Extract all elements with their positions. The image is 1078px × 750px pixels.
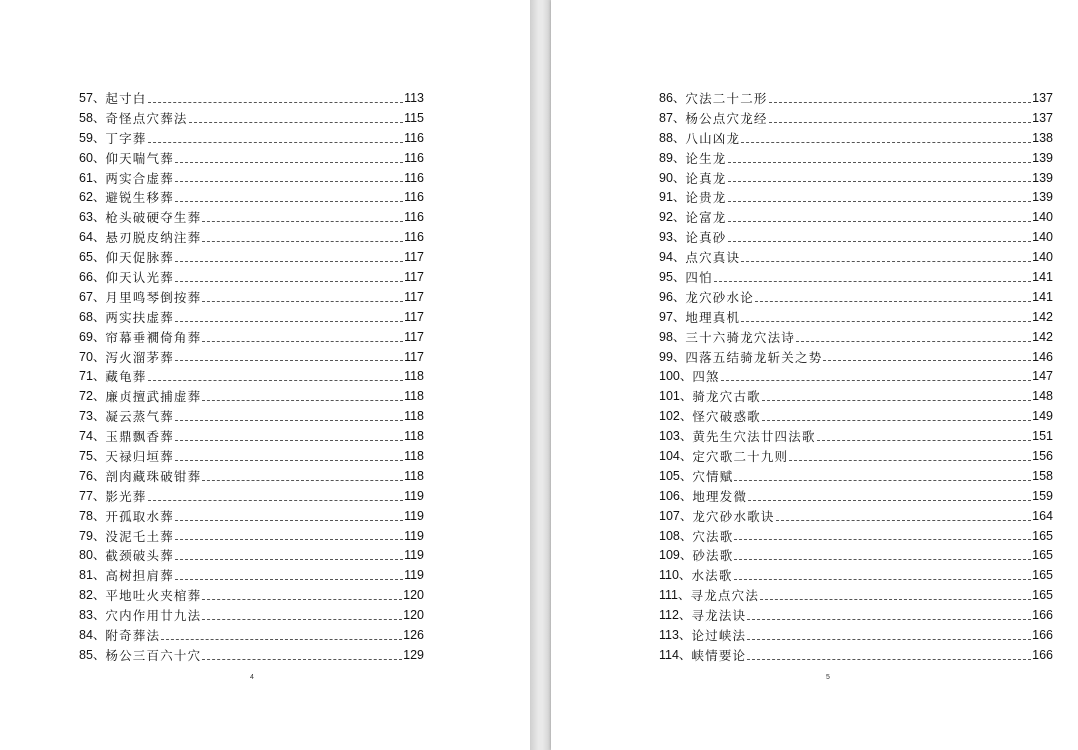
toc-entry-title: 仰天促脉葬 [105, 250, 174, 266]
toc-entry-title: 奇怪点穴葬法 [105, 110, 188, 126]
toc-entry-title: 寻龙法诀 [691, 608, 747, 624]
toc-entry-page: 116 [404, 190, 424, 205]
toc-dot-leader [734, 578, 1032, 580]
document-page-left [0, 0, 530, 750]
toc-entry-page: 137 [1032, 110, 1053, 125]
toc-entry [79, 208, 424, 228]
toc-entry [79, 348, 424, 368]
toc-entry-title: 丁字葬 [105, 130, 147, 146]
toc-entry-page: 139 [1032, 170, 1053, 185]
toc-entry-page: 119 [404, 568, 424, 583]
toc-dot-leader [760, 598, 1031, 600]
toc-entry-number: 77、 [79, 488, 106, 503]
toc-dot-leader [769, 101, 1032, 103]
toc-entry [79, 248, 424, 268]
toc-entry [659, 467, 1053, 487]
toc-entry-title: 藏龟葬 [105, 369, 147, 385]
toc-entry-title: 地理真机 [685, 309, 741, 325]
toc-entry-title: 玉鼎飘香葬 [105, 429, 174, 445]
toc-entry [659, 427, 1053, 447]
toc-entry-title: 起寸白 [105, 90, 147, 106]
toc-entry [79, 367, 424, 387]
toc-dot-leader [734, 558, 1031, 560]
toc-entry-page: 148 [1032, 389, 1053, 404]
toc-entry-page: 117 [404, 270, 424, 284]
toc-entry-title: 避锐生移葬 [105, 190, 174, 206]
toc-entry-number: 96、 [659, 289, 686, 304]
toc-entry-page: 137 [1032, 90, 1053, 105]
toc-entry-title: 龙穴砂水论 [685, 289, 754, 305]
toc-entry-title: 峡情要论 [691, 647, 747, 663]
toc-entry-number: 60、 [79, 150, 106, 165]
toc-entry-number: 73、 [79, 409, 106, 424]
toc-dot-leader [741, 141, 1031, 143]
toc-entry [659, 348, 1053, 368]
toc-dot-leader [175, 320, 403, 322]
toc-entry-page: 117 [404, 329, 424, 344]
toc-dot-leader [769, 121, 1032, 123]
toc-entry-title: 杨公点穴龙经 [685, 110, 768, 126]
toc-entry [659, 566, 1053, 586]
toc-dot-leader [728, 220, 1032, 222]
toc-entry-number: 58、 [79, 110, 106, 125]
toc-entry-page: 159 [1032, 488, 1053, 503]
toc-entry [659, 328, 1053, 348]
toc-dot-leader [748, 499, 1031, 501]
toc-entry-page: 126 [403, 628, 424, 643]
toc-entry-page: 141 [1032, 289, 1053, 304]
toc-entry [79, 606, 424, 626]
toc-entry [659, 507, 1053, 527]
toc-entry-page: 118 [404, 429, 424, 444]
toc-entry [79, 228, 424, 248]
toc-entry-title: 论贵龙 [685, 190, 727, 206]
toc-entry [659, 546, 1053, 566]
toc-entry-title: 论真砂 [685, 230, 727, 246]
toc-dot-leader [175, 280, 403, 282]
toc-entry-title: 开孤取水葬 [105, 508, 174, 524]
toc-entry [659, 228, 1053, 248]
toc-entry-number: 71、 [79, 369, 106, 384]
toc-entry-title: 两实合虚葬 [105, 170, 174, 186]
toc-entry [659, 109, 1053, 129]
toc-entry-number: 106、 [659, 488, 693, 503]
toc-entry-title: 截颈破头葬 [105, 548, 174, 564]
toc-entry [79, 288, 424, 308]
toc-entry-number: 63、 [79, 210, 106, 225]
toc-entry [659, 387, 1053, 407]
toc-entry-title: 三十六骑龙穴法诗 [685, 329, 796, 345]
toc-dot-leader [175, 459, 403, 461]
toc-entry-title: 穴内作用廿九法 [105, 608, 202, 624]
toc-entry-number: 87、 [659, 110, 686, 125]
toc-entry-number: 76、 [79, 468, 106, 483]
toc-entry-number: 81、 [79, 568, 106, 583]
toc-entry [659, 188, 1053, 208]
toc-entry [79, 407, 424, 427]
toc-dot-leader [728, 200, 1032, 202]
toc-entry-title: 论真龙 [685, 170, 727, 186]
toc-entry-title: 天禄归垣葬 [105, 449, 174, 465]
toc-entry-page: 165 [1032, 588, 1053, 603]
toc-entry-title: 骑龙穴古歌 [692, 389, 761, 405]
toc-dot-leader [148, 379, 404, 381]
toc-entry-page: 117 [404, 309, 424, 324]
toc-entry-number: 75、 [79, 449, 106, 464]
toc-entry-page: 117 [404, 349, 424, 364]
toc-dot-leader [789, 459, 1031, 461]
toc-entry-number: 95、 [659, 270, 686, 284]
toc-entry-title: 四怕 [685, 270, 713, 285]
toc-dot-leader [202, 340, 403, 342]
toc-entry [659, 268, 1053, 288]
toc-entry-title: 四落五结骑龙斩关之势 [685, 349, 823, 365]
toc-entry-title: 穴法歌 [692, 528, 734, 544]
toc-entry [659, 586, 1053, 606]
toc-entry [659, 89, 1053, 109]
toc-entry-number: 105、 [659, 468, 693, 483]
toc-entry [79, 328, 424, 348]
toc-entry-title: 枪头破硬夺生葬 [105, 210, 202, 226]
toc-entry-number: 92、 [659, 210, 686, 225]
toc-entry-number: 80、 [79, 548, 106, 563]
toc-entry-title: 帘幕垂襉倚角葬 [105, 329, 202, 345]
toc-entry-title: 四煞 [692, 369, 720, 385]
toc-dot-leader [189, 121, 403, 123]
toc-dot-leader [747, 638, 1031, 640]
toc-entry [659, 208, 1053, 228]
toc-dot-leader [175, 359, 403, 361]
toc-entry-number: 69、 [79, 329, 106, 344]
toc-entry-number: 84、 [79, 628, 106, 643]
toc-entry-title: 凝云蒸气葬 [105, 409, 174, 425]
toc-dot-leader [747, 618, 1031, 620]
toc-entry [659, 527, 1053, 547]
toc-dot-leader [175, 200, 403, 202]
toc-dot-leader [202, 300, 403, 302]
toc-entry-page: 118 [404, 468, 424, 483]
toc-entry [79, 447, 424, 467]
toc-entry [659, 626, 1053, 646]
toc-entry-number: 59、 [79, 130, 106, 145]
toc-entry [659, 308, 1053, 328]
toc-entry-number: 62、 [79, 190, 106, 205]
toc-entry [79, 546, 424, 566]
toc-entry-page: 140 [1032, 210, 1053, 225]
toc-entry [659, 129, 1053, 149]
toc-dot-leader [175, 260, 403, 262]
toc-entry-number: 66、 [79, 270, 106, 284]
toc-entry-title: 论生龙 [685, 150, 727, 166]
toc-entry-number: 67、 [79, 289, 106, 304]
toc-dot-leader [714, 280, 1031, 282]
toc-entry [659, 447, 1053, 467]
toc-entry-number: 65、 [79, 250, 106, 265]
toc-entry [659, 288, 1053, 308]
toc-entry-title: 定穴歌二十九则 [692, 449, 789, 465]
page-number-left: 4 [250, 674, 254, 681]
toc-entry [79, 467, 424, 487]
toc-entry-number: 113、 [659, 628, 692, 643]
toc-entry-page: 119 [404, 488, 424, 503]
toc-entry-title: 月里鸣琴倒按葬 [105, 289, 202, 305]
toc-dot-leader [175, 161, 403, 163]
toc-entry-title: 穴情赋 [692, 468, 734, 484]
toc-dot-leader [175, 538, 403, 540]
document-page-right [551, 0, 1078, 750]
toc-entry-title: 地理发微 [692, 488, 748, 504]
toc-entry-number: 83、 [79, 608, 106, 623]
toc-entry-number: 91、 [659, 190, 686, 205]
toc-entry-number: 101、 [659, 389, 693, 404]
toc-entry-title: 黄先生穴法廿四法歌 [692, 429, 816, 445]
toc-entry-number: 64、 [79, 230, 106, 245]
toc-entry [659, 367, 1053, 387]
toc-entry-title: 点穴真诀 [685, 250, 741, 266]
toc-entry-page: 146 [1032, 349, 1053, 364]
toc-entry-page: 139 [1032, 190, 1053, 205]
toc-entry [79, 109, 424, 129]
toc-entry [659, 407, 1053, 427]
toc-entry-page: 165 [1032, 528, 1053, 543]
toc-entry-number: 107、 [659, 508, 693, 523]
toc-entry [79, 308, 424, 328]
toc-dot-leader [175, 180, 403, 182]
toc-dot-leader [823, 359, 1031, 361]
toc-entry-number: 109、 [659, 548, 693, 563]
toc-entry-page: 140 [1032, 250, 1053, 265]
toc-entry-number: 57、 [79, 90, 106, 105]
toc-entry-number: 108、 [659, 528, 693, 543]
toc-entry-title: 龙穴砂水歌诀 [692, 508, 775, 524]
toc-entry-page: 119 [404, 548, 424, 563]
toc-entry [79, 387, 424, 407]
toc-entry-title: 杨公三百六十穴 [105, 647, 202, 663]
toc-entry-page: 117 [404, 250, 424, 265]
toc-entry [659, 646, 1053, 666]
toc-entry-title: 悬刃脱皮纳注葬 [105, 230, 202, 246]
toc-entry-page: 139 [1032, 150, 1053, 165]
toc-dot-leader [741, 320, 1031, 322]
toc-entry-page: 164 [1032, 508, 1053, 523]
toc-entry-page: 140 [1032, 230, 1053, 245]
toc-entry-number: 85、 [79, 647, 106, 662]
toc-dot-leader [728, 161, 1032, 163]
toc-entry-page: 138 [1032, 130, 1053, 145]
toc-entry [659, 248, 1053, 268]
toc-dot-leader [755, 300, 1031, 302]
toc-entry [79, 527, 424, 547]
toc-entry-page: 156 [1032, 449, 1053, 464]
toc-entry-page: 120 [403, 608, 424, 623]
toc-entry-number: 78、 [79, 508, 106, 523]
toc-entry-number: 90、 [659, 170, 686, 185]
toc-entry-title: 平地吐火夹棺葬 [105, 588, 202, 604]
toc-entry-page: 158 [1032, 468, 1053, 483]
toc-entry-number: 111、 [659, 588, 691, 603]
toc-dot-leader [734, 538, 1031, 540]
toc-entry-page: 116 [404, 230, 424, 245]
toc-entry [79, 427, 424, 447]
toc-entry-page: 166 [1032, 628, 1053, 643]
toc-entry [79, 566, 424, 586]
toc-entry-page: 119 [404, 508, 424, 523]
toc-entry-number: 103、 [659, 429, 693, 444]
toc-entry [79, 268, 424, 288]
toc-entry-page: 119 [404, 528, 424, 543]
toc-entry [659, 169, 1053, 189]
toc-dot-leader [202, 399, 403, 401]
page-number-right: 5 [826, 674, 830, 681]
toc-dot-leader [202, 240, 403, 242]
toc-entry-page: 116 [404, 150, 424, 165]
toc-entry [659, 149, 1053, 169]
toc-entry [79, 586, 424, 606]
toc-entry-number: 82、 [79, 588, 106, 603]
toc-dot-leader [741, 260, 1031, 262]
toc-entry [659, 606, 1053, 626]
toc-entry [79, 169, 424, 189]
toc-dot-leader [728, 180, 1032, 182]
toc-entry [79, 487, 424, 507]
toc-dot-leader [148, 141, 404, 143]
toc-entry-page: 117 [404, 289, 424, 304]
toc-entry-title: 怪穴破惑歌 [692, 409, 761, 425]
toc-entry-title: 影光葬 [105, 488, 147, 504]
toc-entry [79, 149, 424, 169]
toc-entry-page: 141 [1032, 270, 1053, 284]
toc-dot-leader [202, 598, 402, 600]
toc-entry-number: 88、 [659, 130, 686, 145]
toc-entry [79, 507, 424, 527]
toc-entry-number: 68、 [79, 309, 106, 324]
toc-entry-page: 165 [1032, 548, 1053, 563]
toc-entry-number: 112、 [659, 608, 692, 623]
toc-entry-page: 116 [404, 130, 424, 145]
toc-entry-title: 砂法歌 [692, 548, 734, 564]
toc-entry-title: 泻火溜茅葬 [105, 349, 174, 365]
toc-entry-number: 110、 [659, 568, 692, 583]
toc-entry-page: 118 [404, 409, 424, 424]
toc-dot-leader [762, 419, 1031, 421]
toc-entry [79, 129, 424, 149]
toc-entry-title: 廉贞擅武捕虚葬 [105, 389, 202, 405]
toc-entry-number: 100、 [659, 369, 693, 384]
toc-dot-leader [796, 340, 1031, 342]
toc-entry-number: 72、 [79, 389, 106, 404]
toc-dot-leader [202, 658, 402, 660]
table-of-contents-right [659, 89, 1053, 666]
toc-dot-leader [202, 479, 403, 481]
toc-entry-page: 116 [404, 210, 424, 225]
toc-entry-page: 149 [1032, 409, 1053, 424]
toc-dot-leader [161, 638, 402, 640]
toc-dot-leader [728, 240, 1032, 242]
toc-entry-number: 74、 [79, 429, 106, 444]
toc-entry-page: 142 [1032, 309, 1053, 324]
toc-entry-page: 166 [1032, 608, 1053, 623]
toc-entry-title: 仰天喘气葬 [105, 150, 174, 166]
toc-entry-number: 114、 [659, 647, 692, 662]
toc-entry-page: 151 [1032, 429, 1053, 444]
toc-dot-leader [817, 439, 1031, 441]
toc-entry-number: 86、 [659, 90, 686, 105]
toc-entry-number: 98、 [659, 329, 686, 344]
toc-entry-number: 99、 [659, 349, 686, 364]
toc-entry-page: 166 [1032, 647, 1053, 662]
toc-entry-title: 两实扶虚葬 [105, 309, 174, 325]
table-of-contents-left [79, 89, 424, 666]
toc-dot-leader [175, 519, 403, 521]
toc-entry-number: 104、 [659, 449, 693, 464]
toc-entry-title: 论过峡法 [691, 628, 747, 644]
toc-entry-page: 142 [1032, 329, 1053, 344]
toc-entry-page: 118 [404, 389, 424, 404]
toc-entry-page: 147 [1032, 369, 1053, 384]
toc-dot-leader [175, 578, 403, 580]
toc-entry [659, 487, 1053, 507]
toc-entry-title: 寻龙点穴法 [690, 588, 760, 604]
page-gutter [530, 0, 551, 750]
toc-entry-title: 八山凶龙 [685, 130, 741, 146]
toc-entry-title: 高树担肩葬 [105, 568, 174, 584]
toc-entry-page: 113 [404, 90, 424, 105]
toc-entry-page: 165 [1032, 568, 1053, 583]
toc-entry-page: 115 [404, 110, 424, 125]
toc-entry [79, 626, 424, 646]
toc-dot-leader [721, 379, 1031, 381]
toc-dot-leader [148, 101, 404, 103]
toc-dot-leader [747, 658, 1031, 660]
toc-entry-number: 102、 [659, 409, 693, 424]
toc-entry-number: 97、 [659, 309, 686, 324]
toc-dot-leader [175, 558, 403, 560]
toc-entry-title: 论富龙 [685, 210, 727, 226]
toc-dot-leader [175, 439, 403, 441]
toc-dot-leader [202, 618, 402, 620]
toc-entry-title: 穴法二十二形 [685, 90, 768, 106]
toc-entry [79, 188, 424, 208]
toc-entry-title: 没泥乇土葬 [105, 528, 174, 544]
toc-dot-leader [202, 220, 403, 222]
toc-dot-leader [734, 479, 1031, 481]
toc-entry-page: 116 [404, 170, 424, 185]
toc-dot-leader [776, 519, 1032, 521]
toc-dot-leader [148, 499, 404, 501]
toc-entry [79, 89, 424, 109]
toc-entry-title: 仰天认光葬 [105, 270, 174, 285]
toc-entry-title: 剖肉藏珠破钳葬 [105, 468, 202, 484]
toc-entry-number: 79、 [79, 528, 106, 543]
toc-entry-title: 附奇葬法 [105, 628, 161, 644]
toc-dot-leader [762, 399, 1031, 401]
toc-entry-number: 89、 [659, 150, 686, 165]
toc-entry-number: 70、 [79, 349, 106, 364]
toc-dot-leader [175, 419, 403, 421]
toc-entry-number: 93、 [659, 230, 686, 245]
toc-entry-number: 94、 [659, 250, 686, 265]
toc-entry-page: 129 [403, 647, 424, 662]
toc-entry [79, 646, 424, 666]
toc-entry-page: 120 [403, 588, 424, 603]
toc-entry-title: 水法歌 [691, 568, 733, 584]
toc-entry-number: 61、 [79, 170, 106, 185]
toc-entry-page: 118 [404, 369, 424, 384]
toc-entry-page: 118 [404, 449, 424, 464]
